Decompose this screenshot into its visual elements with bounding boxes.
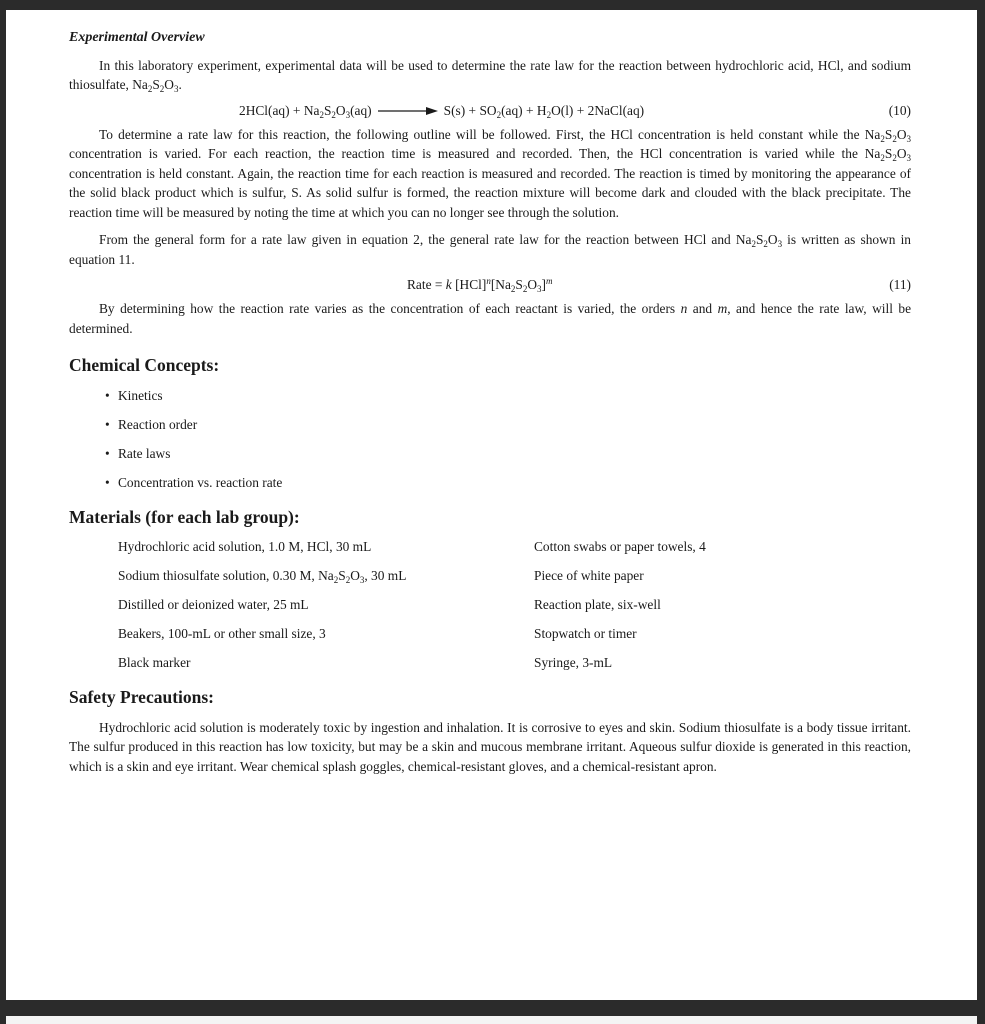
bullet-icon: •: [105, 387, 110, 403]
equation-11-body: Rate = k $[HCl]^n[Na_2S_2O_3]^m$: [407, 276, 553, 294]
equation-11-number: (11): [889, 277, 911, 292]
outline-paragraph: To determine a rate law for this reaction, the following outline will be followed. First, the HCl concentration is held constant while the $Na_2S_2O_3$ concentration is varied. For each reaction, the reaction time is measured and recorded. Then, the HCl concentration is varied while the $Na_2S_2O_3$ concentration is held constant. Again, the reaction time for each reaction is measured and recorded. The reaction is timed by monitoring the appearance of the solid black product which is sulfur, S. As solid sulfur is formed, the reaction mixture will become dark and clouded with the black precipitate. The reaction time will be measured by noting the time at which you can no longer see through the solution.: [69, 126, 911, 220]
bullet-icon: •: [105, 416, 110, 432]
material-item: Stopwatch or timer: [534, 626, 637, 641]
material-item: Sodium thiosulfate solution, 0.30 M, $Na_2S_2O_3$, 30 mL: [118, 568, 407, 585]
material-item: Hydrochloric acid solution, 1.0 M, HCl, 30 mL: [118, 539, 372, 554]
material-item: Syringe, 3-mL: [534, 655, 613, 670]
list-item: • Reaction order: [105, 415, 911, 444]
overview-title: Experimental Overview: [69, 30, 205, 45]
equation-10: [69, 99, 911, 121]
equation-11: [69, 273, 911, 295]
document-page: [6, 10, 977, 1000]
material-item: Distilled or deionized water, 25 mL: [118, 597, 309, 612]
material-item: Beakers, 100-mL or other small size, 3: [118, 626, 326, 641]
equation-10-number: (10): [888, 102, 911, 118]
reaction-arrow-icon: [378, 106, 438, 116]
rate-law-paragraph: From the general form for a rate law given in equation 2, the general rate law for the reaction between HCl and $Na_2S_2O_3$ is written as shown in equation 11.: [69, 232, 911, 267]
chemical-concepts-list: [69, 386, 911, 502]
next-page-edge: [6, 1016, 977, 1024]
material-item: Cotton swabs or paper towels, 4: [534, 539, 706, 554]
list-item: • Concentration vs. reaction rate: [105, 473, 911, 502]
materials-list: [118, 537, 911, 682]
equation-10-body: $2HCl(aq) + Na_2S_2O_3(aq) S(s) + SO_2(aq) + H_2O(l)$ + 2NaCl(aq): [239, 102, 645, 120]
safety-paragraph: Hydrochloric acid solution is moderately toxic by ingestion and inhalation. It is corrosive to eyes and skin. Sodium thiosulfate is a body tissue irritant. The sulfur produced in this reaction has low toxicity, but may be a skin and mucous membrane irritant. Aqueous sulfur dioxide is generated in this reaction, which is a skin and eye irritant. Wear chemical splash goggles, chemical-resistant gloves, and a chemical-resistant apron.: [69, 719, 911, 774]
material-item: Piece of white paper: [534, 568, 644, 583]
material-item: Reaction plate, six-well: [534, 597, 661, 612]
bullet-icon: •: [105, 474, 110, 490]
intro-paragraph: In this laboratory experiment, experimental data will be used to determine the rate law for the reaction between hydrochloric acid, HCl, and sodium thiosulfate, $Na_2S_2O_3$.: [69, 57, 911, 94]
chemical-concepts-heading: Chemical Concepts:: [69, 355, 220, 375]
material-item: Black marker: [118, 655, 191, 670]
list-item: • Kinetics: [105, 386, 911, 415]
orders-paragraph: By determining how the reaction rate varies as the concentration of each reactant is varied, the orders n and m, and hence the rate law, will be determined.: [69, 301, 912, 336]
bullet-icon: •: [105, 445, 110, 461]
safety-heading: Safety Precautions:: [69, 687, 214, 707]
page-content: [69, 28, 911, 776]
list-item: • Rate laws: [105, 444, 911, 473]
materials-heading: Materials (for each lab group):: [69, 506, 300, 527]
